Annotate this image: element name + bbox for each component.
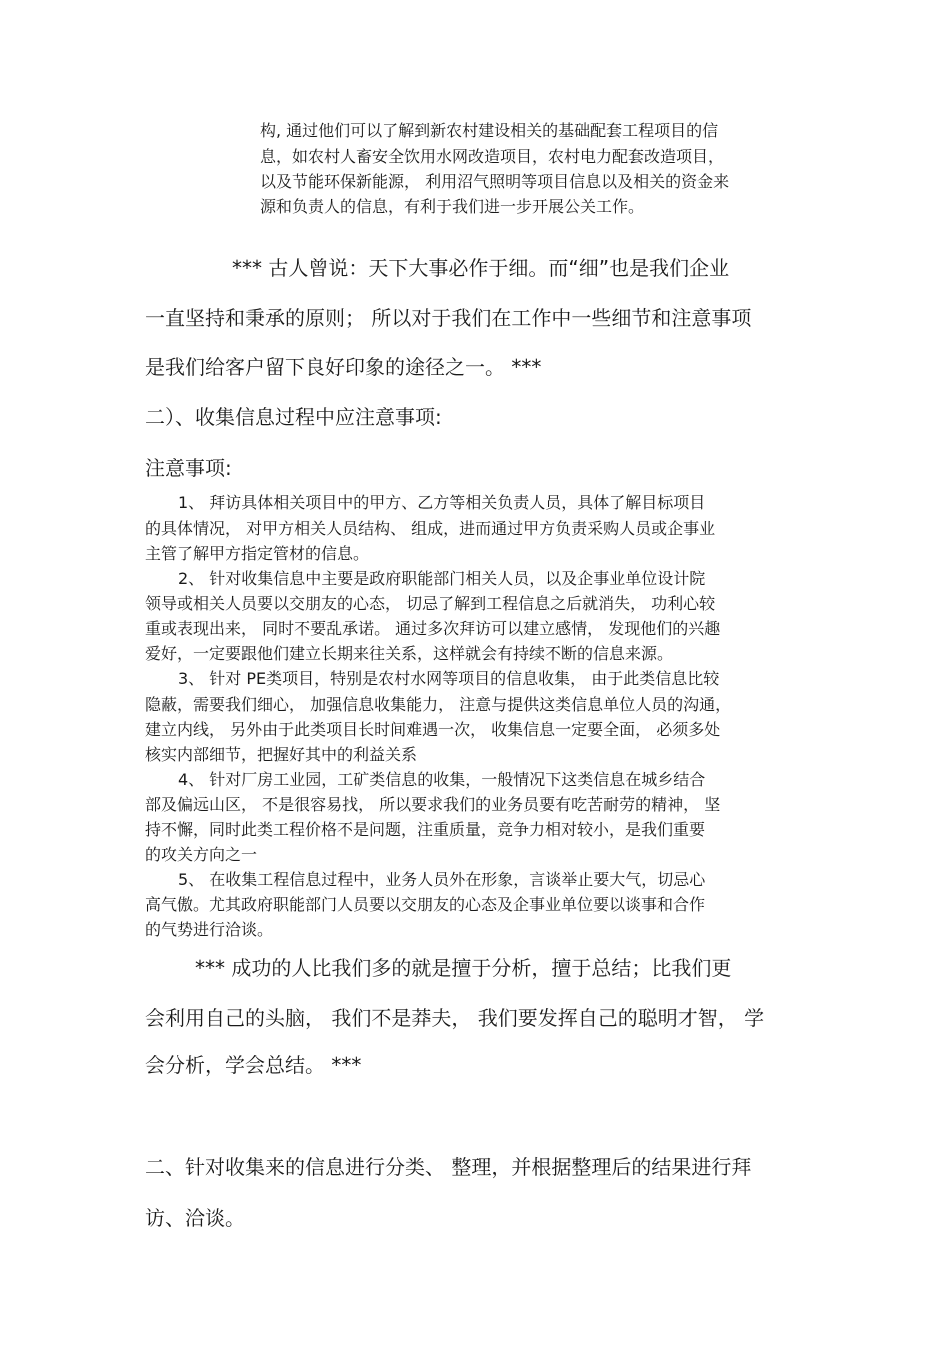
- item-4-line-3: 持不懈，同时此类工程价格不是问题，注重质量，竞争力相对较小，是我们重要: [145, 820, 706, 839]
- item-4-line-1: 4、 针对厂房工业园，工矿类信息的收集，一般情况下这类信息在城乡结合: [178, 770, 706, 789]
- item-2-line-3: 重或表现出来， 同时不要乱承诺。 通过多次拜访可以建立感情， 发现他们的兴趣: [145, 619, 721, 638]
- section-2-heading-line-1: 二、针对收集来的信息进行分类、 整理，并根据整理后的结果进行拜: [145, 1155, 752, 1179]
- item-3-line-2: 隐蔽，需要我们细心， 加强信息收集能力， 注意与提供这类信息单位人员的沟通，: [145, 695, 732, 714]
- item-3-line-3: 建立内线， 另外由于此类项目长时间难遇一次， 收集信息一定要全面， 必须多处: [145, 720, 721, 739]
- top-block-line-1: 构, 通过他们可以了解到新农村建设相关的基础配套工程项目的信: [260, 121, 719, 140]
- quote-1-line-3: 是我们给客户留下良好印象的途径之一。 ***: [145, 355, 542, 379]
- item-1-line-2: 的具体情况， 对甲方相关人员结构、 组成，进而通过甲方负责采购人员或企事业: [145, 519, 716, 538]
- item-4-line-2: 部及偏远山区， 不是很容易找， 所以要求我们的业务员要有吃苦耐劳的精神， 坚: [145, 795, 721, 814]
- item-5-line-2: 高气傲。尤其政府职能部门人员要以交朋友的心态及企事业单位要以谈事和合作: [145, 895, 706, 914]
- item-5-line-3: 的气势进行洽谈。: [145, 920, 274, 939]
- item-4-line-4: 的攻关方向之一: [145, 845, 258, 864]
- quote-2-line-1: *** 成功的人比我们多的就是擅于分析，擅于总结；比我们更: [195, 956, 732, 980]
- quote-2-line-2: 会利用自己的头脑， 我们不是莽夫， 我们要发挥自己的聪明才智， 学: [145, 1006, 765, 1030]
- item-1-line-3: 主管了解甲方指定管材的信息。: [145, 544, 370, 563]
- item-2-line-1: 2、 针对收集信息中主要是政府职能部门相关人员，以及企事业单位设计院: [178, 569, 706, 588]
- item-2-line-4: 爱好，一定要跟他们建立长期来往关系，这样就会有持续不断的信息来源。: [145, 644, 674, 663]
- item-3-line-1: 3、 针对 PE类项目，特别是农村水网等项目的信息收集， 由于此类信息比较: [178, 669, 720, 688]
- item-5-line-1: 5、 在收集工程信息过程中，业务人员外在形象，言谈举止要大气，切忌心: [178, 870, 706, 889]
- item-1-line-1: 1、 拜访具体相关项目中的甲方、乙方等相关负责人员，具体了解目标项目: [178, 493, 706, 512]
- section-heading: 二）、收集信息过程中应注意事项:: [145, 405, 442, 429]
- top-block-line-3: 以及节能环保新能源， 利用沼气照明等项目信息以及相关的资金来: [260, 172, 730, 191]
- quote-1-line-2: 一直坚持和秉承的原则； 所以对于我们在工作中一些细节和注意事项: [145, 306, 752, 330]
- quote-1-line-1: *** 古人曾说：天下大事必作于细。而“细”也是我们企业: [232, 256, 730, 280]
- item-3-line-4: 核实内部细节，把握好其中的利益关系: [145, 745, 418, 764]
- quote-2-line-3: 会分析，学会总结。 ***: [145, 1053, 362, 1077]
- item-2-line-2: 领导或相关人员要以交朋友的心态， 切忌了解到工程信息之后就消失， 功利心较: [145, 594, 716, 613]
- notes-heading: 注意事项:: [145, 456, 232, 480]
- top-block-line-4: 源和负责人的信息，有利于我们进一步开展公关工作。: [260, 197, 645, 216]
- section-2-heading-line-2: 访、洽谈。: [145, 1206, 245, 1230]
- top-block-line-2: 息，如农村人畜安全饮用水网改造项目，农村电力配套改造项目，: [260, 147, 725, 166]
